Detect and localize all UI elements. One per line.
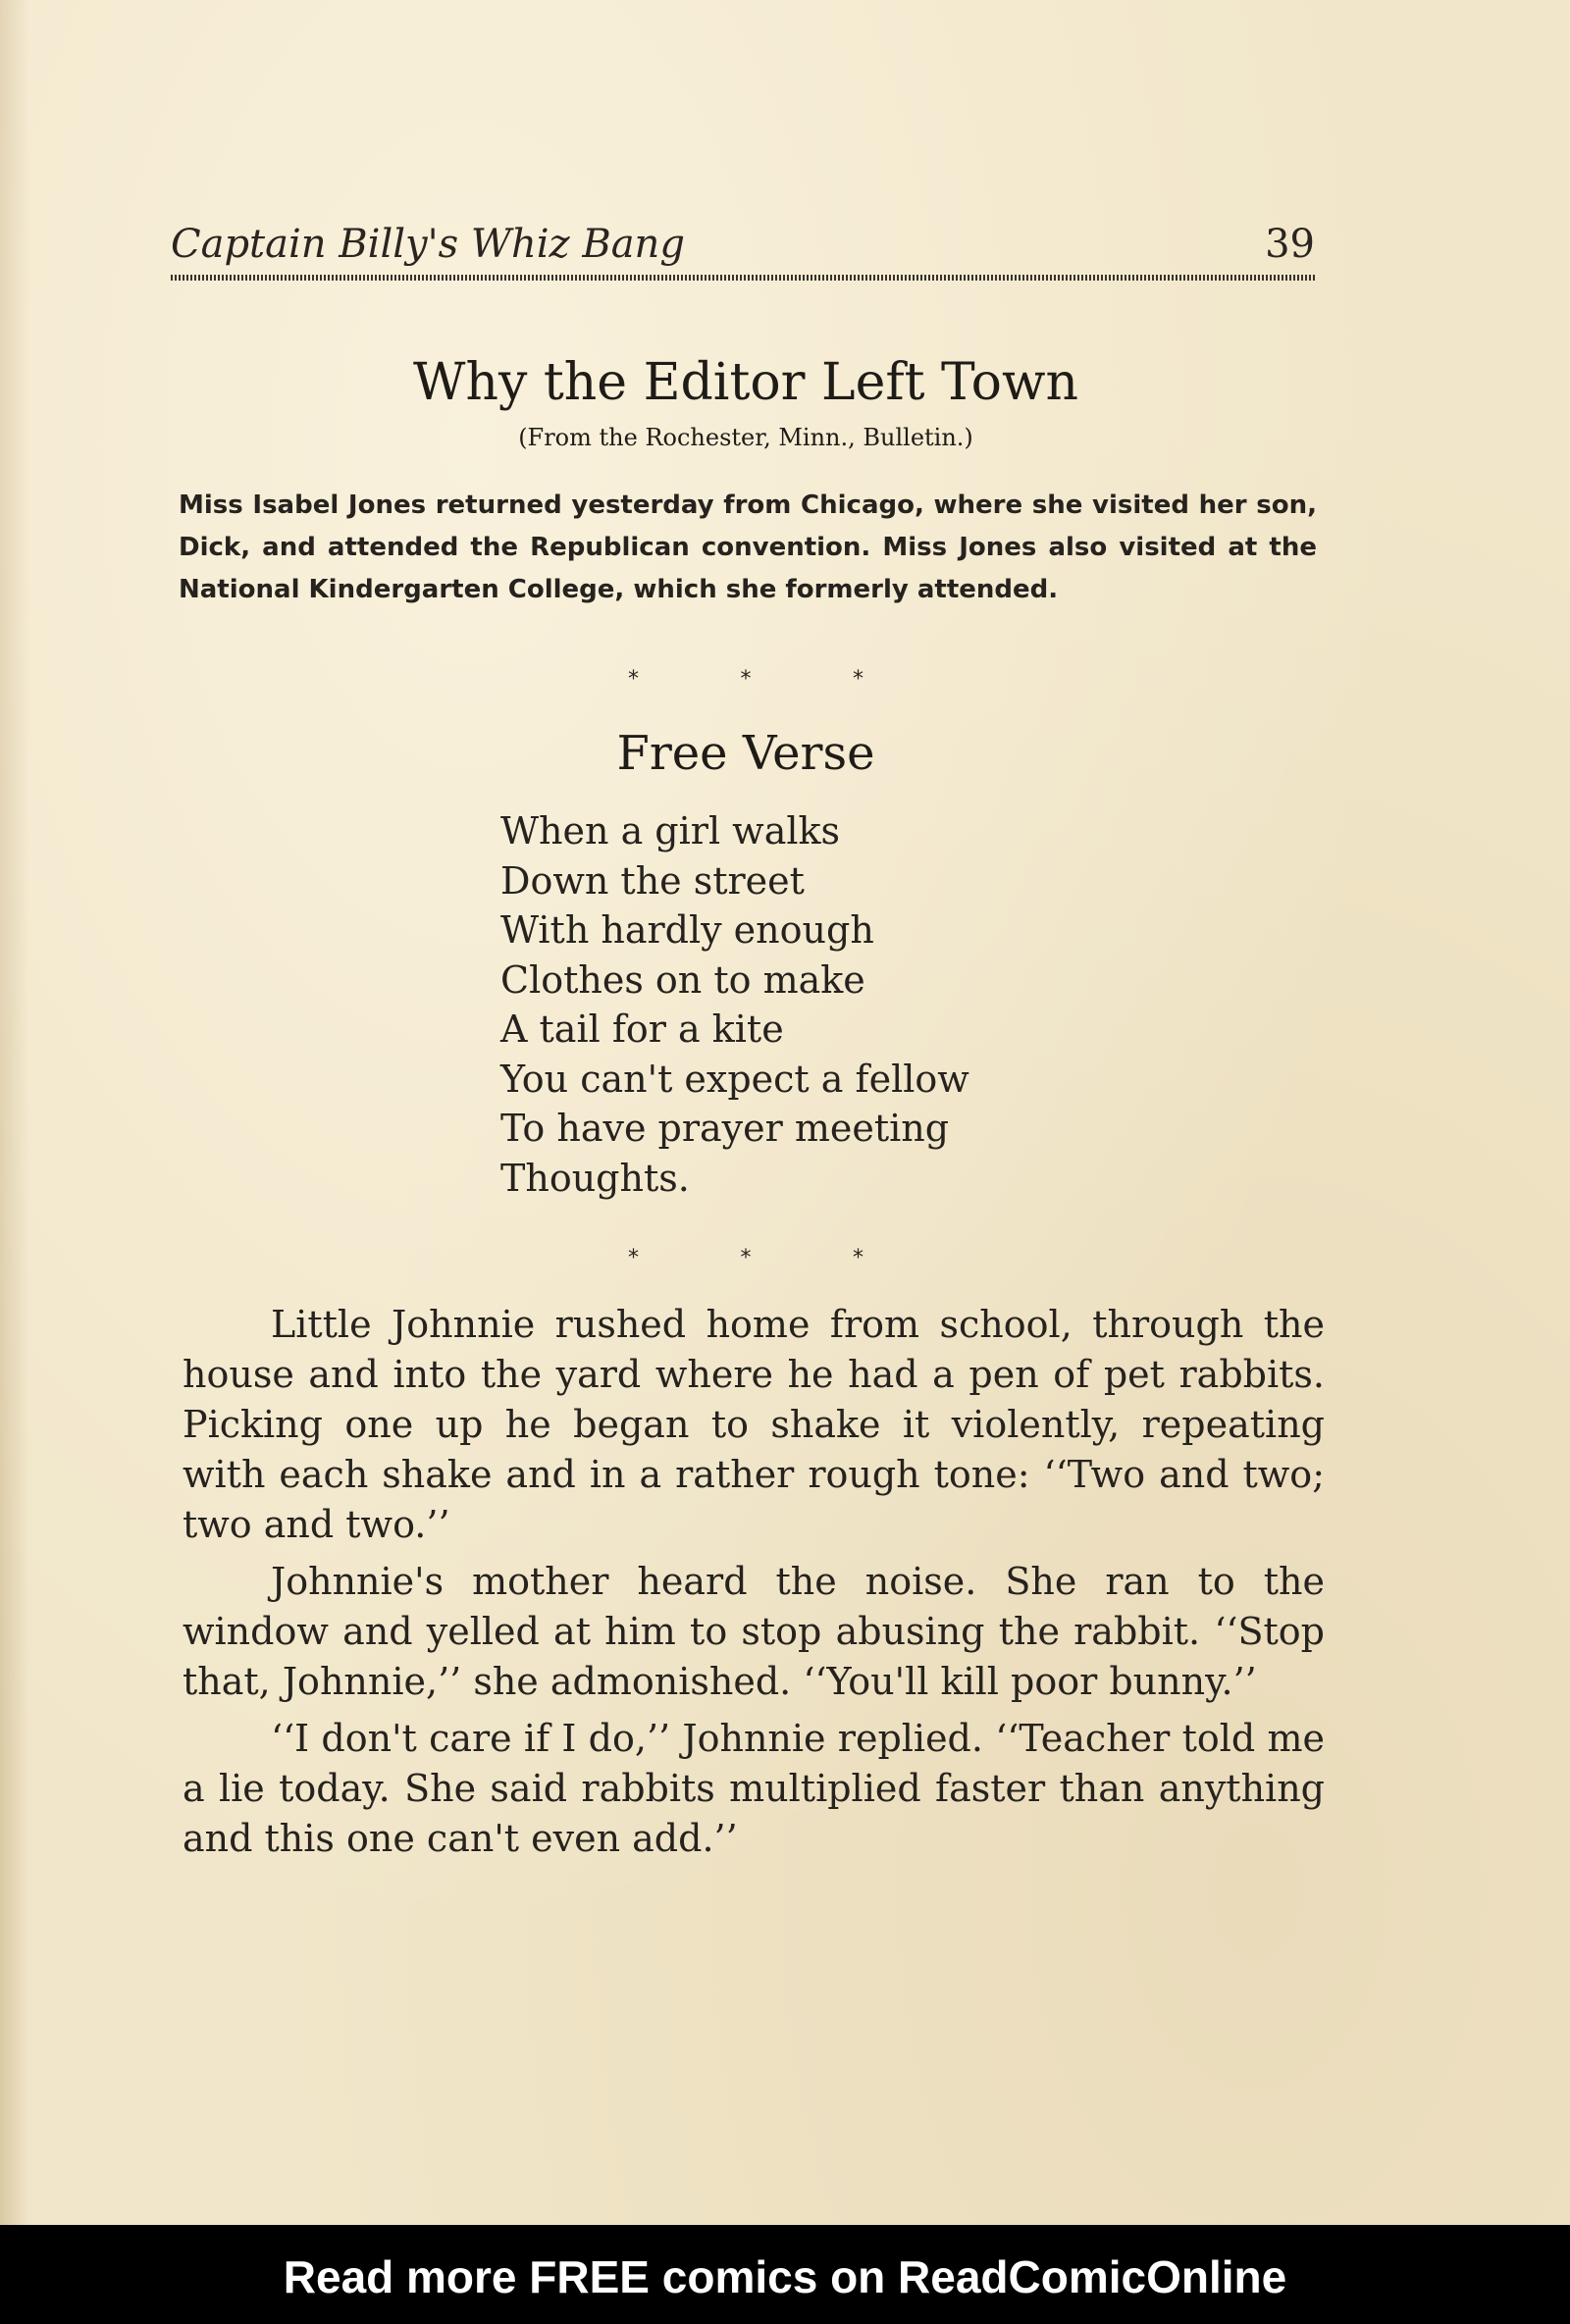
- poem-line: When a girl walks: [500, 809, 841, 852]
- poem-line: Clothes on to make: [500, 957, 865, 1002]
- page-number: 39: [1265, 222, 1315, 267]
- poem-line: With hardly enough: [500, 908, 874, 952]
- article-title-editor: Why the Editor Left Town: [413, 353, 1078, 412]
- separator-star: *: [853, 1246, 864, 1270]
- separator-star: *: [853, 667, 864, 692]
- poem: [500, 806, 1187, 1203]
- running-header: [171, 222, 1315, 290]
- article-source: (From the Rochester, Minn., Bulletin.): [518, 424, 973, 451]
- poem-line: To have prayer meeting: [500, 1107, 950, 1150]
- poem-line: Thoughts.: [500, 1156, 690, 1200]
- running-title: Captain Billy's Whiz Bang: [171, 222, 685, 267]
- story-paragraph: ‘‘I don't care if I do,’’ Johnnie replied. ‘‘Teacher told me a lie today. She said rabbits multiplied faster than anything and this one can't even add.’’: [183, 1717, 1325, 1860]
- section-separator: [628, 667, 864, 692]
- promo-banner[interactable]: [0, 2225, 1570, 2324]
- header-rule: [171, 275, 1315, 281]
- promo-banner-text[interactable]: Read more FREE comics on ReadComicOnline: [283, 2251, 1287, 2302]
- section-separator: [628, 1246, 864, 1270]
- story-paragraph: Johnnie's mother heard the noise. She ran to the window and yelled at him to stop abusing the rabbit. ‘‘Stop that, Johnnie,’’ she admonished. ‘‘You'll kill poor bunny.’’: [183, 1560, 1325, 1703]
- article-title-free-verse: Free Verse: [616, 726, 875, 781]
- news-item-paragraph: Miss Isabel Jones returned yesterday from Chicago, where she visited her son, Dick, and attended the Republican convention. Miss Jones also visited at the National Kindergarten College, which she formerly attended.: [179, 491, 1317, 604]
- poem-line: You can't expect a fellow: [500, 1057, 969, 1101]
- separator-star: *: [628, 667, 639, 692]
- johnnie-story: [183, 1300, 1325, 1871]
- separator-star: *: [740, 667, 752, 692]
- separator-star: *: [740, 1246, 752, 1270]
- poem-line: A tail for a kite: [500, 1007, 784, 1051]
- separator-star: *: [628, 1246, 639, 1270]
- poem-line: Down the street: [500, 858, 805, 903]
- story-paragraph: Little Johnnie rushed home from school, through the house and into the yard where he had a pen of pet rabbits. Picking one up he began to shake it violently, repeating with each shake and in a rather rough tone: ‘‘Two and two; two and two.’’: [183, 1303, 1325, 1546]
